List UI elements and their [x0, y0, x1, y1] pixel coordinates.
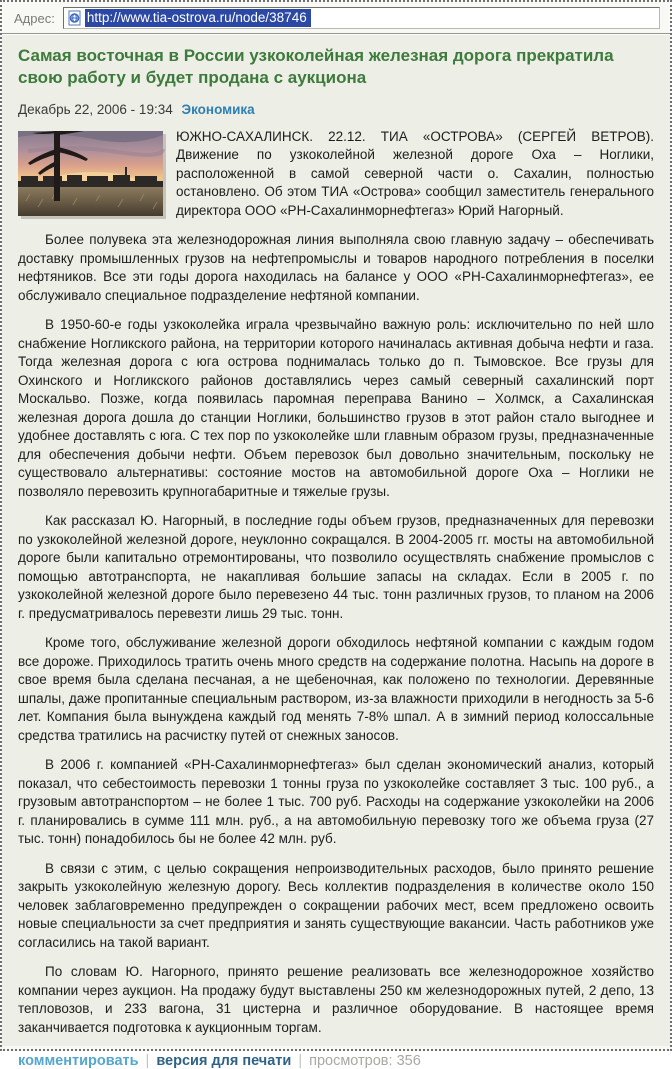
print-version-link[interactable]: версия для печати [156, 1053, 292, 1069]
views-label: просмотров: [309, 1053, 393, 1069]
category-link[interactable]: Экономика [181, 101, 255, 117]
footer-separator: | [145, 1053, 150, 1069]
article-photo-sunset-railway [18, 131, 163, 216]
article-title: Самая восточная в России узкоколейная железная дорога прекратила свою работу и будет продана с аукциона [18, 46, 614, 88]
article-content [2, 35, 670, 1069]
article-paragraph: Более полувека эта железнодорожная линия выполняла свою главную задачу – обеспечивать доставку промышленных грузов на нефтепромыслы и товаров народного потребления в поселки нефтяников. Все эти годы дорога находилась на балансе у ООО «РН-Сахалинморнефтегаз», ее обслуживало специальное подразделение нефтяной компании. [18, 232, 654, 303]
footer-separator: | [298, 1053, 303, 1069]
article-footer [18, 1053, 654, 1069]
article-paragraph: В 1950-60-е годы узкоколейка играла чрезвычайно важную роль: исключительно по ней шло снабжение Ногликского района, на территории которого начиналась активная добыча нефти и газа. Тогда железная дорога с юга острова поднималась только до п. Тымовское. Все грузы для Охинского и Ногликского районов доставлялись через самый северный сахалинский порт Москальво. Позже, когда появилась паромная переправа Ванино – Холмск, а Сахалинская железная дорога дошла до станции Ноглики, большинство грузов в этот район стало выгоднее и удобнее доставлять с юга. С тех пор по узкоколейке шли главным образом грузы, предназначенные для обеспечения добычи нефти. Объем перевозок был довольно значительным, поскольку не существовало альтернативы: состояние мостов на автомобильной дороге Оха – Ноглики не позволяло перевозить крупногабаритные и тяжелые грузы. [18, 317, 654, 499]
address-bar [2, 2, 670, 33]
article-paragraph: По словам Ю. Нагорного, принято решение реализовать все железнодорожное хозяйство компании через аукцион. На продажу будут выставлены 250 км железнодорожных путей, 2 депо, 13 тепловозов, и 233 вагона, 31 цистерна и различное оборудование. В настоящее время заканчивается подготовка к аукционным торгам. [18, 964, 654, 1035]
comment-link[interactable]: комментировать [18, 1053, 139, 1069]
article-body [18, 128, 654, 1038]
views-count: 356 [396, 1053, 421, 1069]
address-input[interactable] [63, 7, 660, 29]
article-paragraph: В 2006 г. компанией «РН-Сахалинморнефтегаз» был сделан экономический анализ, который показал, что себестоимость перевозки 1 тонны груза по узкоколейке составляет 3 тыс. 100 руб., а грузовым автотранспортом – не более 1 тыс. 700 руб. Расходы на содержание узкоколейки на 2006 г. планировались в сумме 111 млн. руб., а на автомобильную перевозку того же объема груза (27 тыс. тонн) понадобилось бы не более 42 млн. руб. [18, 757, 654, 847]
article-paragraph: Как рассказал Ю. Нагорный, в последние годы объем грузов, предназначенных для перевозки по узкоколейной железной дороге, неуклонно сокращался. В 2004-2005 гг. мосты на автомобильной дороге были капитально отремонтированы, что позволило осуществлять снабжение промыслов с помощью автотранспорта, не накапливая большие запасы на складах. Если в 2005 г. по узкоколейной железной дороге было перевезено 44 тыс. тонн различных грузов, то планом на 2006 г. предусматривалось перевезти лишь 29 тыс. тонн. [18, 513, 654, 621]
article-paragraph: В связи с этим, с целью сокращения непроизводительных расходов, было принято решение закрыть узкоколейную железную дорогу. Весь коллектив подразделения в количестве около 150 человек заблаговременно предупрежден о сокращении рабочих мест, всем предложено освоить новые специальности за счет предприятия и занять существующие вакансии. Часть работников уже согласились на такой вариант. [18, 860, 654, 950]
article-dateline [18, 102, 654, 117]
address-url-text[interactable]: http://www.tia-ostrova.ru/node/38746 [85, 9, 311, 27]
article-paragraph: ЮЖНО-САХАЛИНСК. 22.12. ТИА «ОСТРОВА» (СЕРГЕЙ ВЕТРОВ). Движение по узкоколейной железной дороге Оха – Ноглики, расположенной в самой северной части о. Сахалин, полностью остановлено. Об этом ТИА «Острова» сообщил заместитель генерального директора ООО «РН-Сахалинморнефтегаз» Юрий Нагорный. [176, 128, 654, 218]
page-icon [67, 10, 83, 26]
address-label: Адрес: [14, 10, 55, 26]
article-paragraph: Кроме того, обслуживание железной дороги обходилось нефтяной компании с каждым годом все дороже. Приходилось тратить очень много средств на содержание полотна. Насыпь на дороге в свое время была сделана песчаная, а не щебеночная, как положено по технологии. Деревянные шпалы, даже пропитанные специальным раствором, из-за влажности приходили в негодность за 5-6 лет. Компания была вынуждена каждый год менять 7-8% шпал. А в зимний период колоссальные средства тратились на расчистку путей от снежных заносов. [18, 635, 654, 743]
views-counter [309, 1053, 421, 1069]
article-date: Декабрь 22, 2006 - 19:34 [18, 101, 173, 117]
